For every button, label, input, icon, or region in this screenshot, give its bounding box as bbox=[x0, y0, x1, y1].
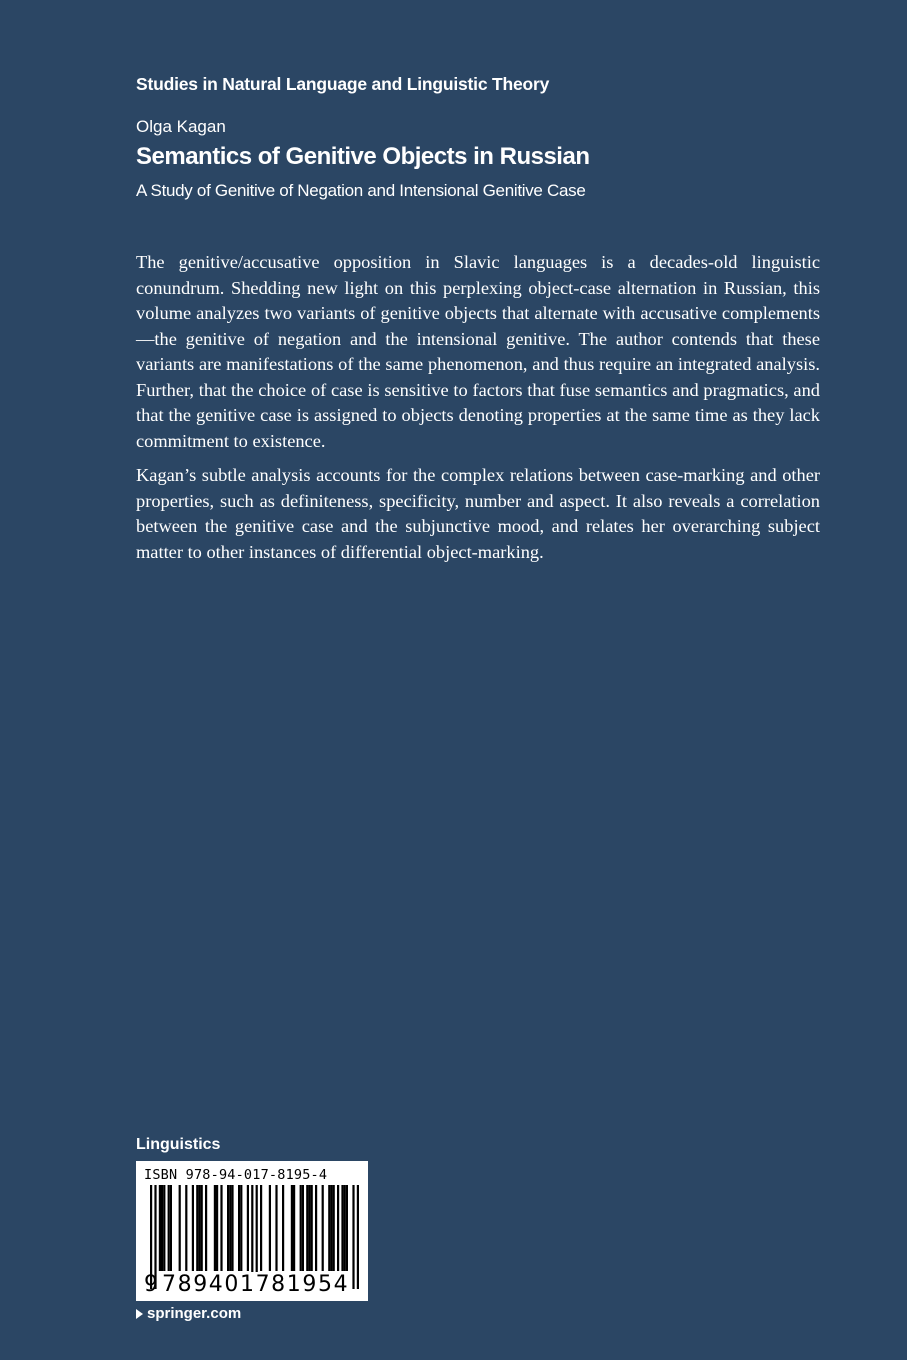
barcode-bar bbox=[198, 1185, 200, 1271]
barcode-bar bbox=[170, 1185, 172, 1271]
barcode-bar bbox=[341, 1185, 343, 1271]
barcode-bar bbox=[220, 1185, 222, 1271]
barcode-bar bbox=[260, 1185, 262, 1271]
publisher-link-label: springer.com bbox=[147, 1305, 242, 1322]
book-subtitle: A Study of Genitive of Negation and Intensional Genitive Case bbox=[136, 181, 586, 200]
isbn-label: ISBN 978-94-017-8195-4 bbox=[144, 1167, 328, 1183]
barcode-bar bbox=[269, 1185, 271, 1271]
barcode-bar bbox=[311, 1185, 313, 1271]
barcode-bar bbox=[192, 1185, 194, 1271]
barcode-bar bbox=[247, 1185, 249, 1271]
barcode-bar bbox=[275, 1185, 277, 1271]
barcode-bar bbox=[238, 1185, 240, 1271]
barcode-bar bbox=[357, 1185, 359, 1289]
ean-first-digit: 9 bbox=[144, 1272, 158, 1297]
isbn-barcode bbox=[136, 1161, 368, 1301]
barcode-bar bbox=[352, 1185, 354, 1289]
barcode-bar bbox=[179, 1185, 181, 1271]
barcode-bar bbox=[163, 1185, 165, 1271]
barcode-bar bbox=[330, 1185, 332, 1271]
barcode-bar bbox=[282, 1185, 284, 1271]
barcode-bar bbox=[293, 1185, 295, 1271]
barcode-bar bbox=[322, 1185, 324, 1271]
barcode-bar bbox=[300, 1185, 302, 1271]
barcode-bar bbox=[185, 1185, 187, 1271]
barcode-bar bbox=[308, 1185, 310, 1271]
barcode-bar bbox=[333, 1185, 335, 1271]
barcode-bar bbox=[216, 1185, 218, 1271]
barcode-bar bbox=[205, 1185, 207, 1271]
category-label: Linguistics bbox=[136, 1136, 221, 1153]
barcode-bar bbox=[315, 1185, 317, 1271]
author-name: Olga Kagan bbox=[136, 117, 226, 136]
arrow-right-icon bbox=[136, 1309, 143, 1319]
barcode-bar bbox=[229, 1185, 231, 1271]
barcode-bar bbox=[159, 1185, 161, 1271]
barcode-bar bbox=[306, 1185, 308, 1271]
barcode-bar bbox=[196, 1185, 198, 1271]
barcode-bar bbox=[346, 1185, 348, 1271]
series-title: Studies in Natural Language and Linguistic Theory bbox=[136, 74, 550, 94]
barcode-bar bbox=[291, 1185, 293, 1271]
barcode-bar bbox=[214, 1185, 216, 1271]
blurb-paragraph: Kagan’s subtle analysis accounts for the complex relations between case-marking and other properties, such as definiteness, specificity, number and aspect. It also reveals a correlation between the genitive case and the subjunctive mood, and relates her overarching subject matter to other instances of differential object-marking. bbox=[136, 465, 820, 562]
barcode-bar bbox=[161, 1185, 163, 1271]
book-title: Semantics of Genitive Objects in Russian bbox=[136, 143, 590, 170]
blurb-paragraph: The genitive/accusative opposition in Slavic languages is a decades-old linguistic conundrum. Shedding new light on this perplexing object-case alternation in Russian, this volume analyzes two variants of genitive objects that alternate with accusative complements—the genitive of negation and the intensional genitive. The author contends that these variants are manifestations of the same phenomenon, and thus require an integrated analysis. Further, that the choice of case is sensitive to factors that fuse semantics and pragmatics, and that the genitive case is assigned to objects denoting properties at the same time as they lack commitment to existence. bbox=[136, 252, 820, 451]
barcode-bar bbox=[302, 1185, 304, 1271]
ean-rest-digits: 789401781954 bbox=[162, 1272, 350, 1297]
barcode-bar bbox=[227, 1185, 229, 1271]
blurb bbox=[136, 250, 820, 574]
barcode-bar bbox=[168, 1185, 170, 1271]
barcode-bar bbox=[328, 1185, 330, 1271]
publisher-link[interactable] bbox=[136, 1305, 241, 1322]
barcode-bar bbox=[240, 1185, 242, 1271]
barcode-bar bbox=[337, 1185, 339, 1271]
barcode-bar bbox=[201, 1185, 203, 1271]
barcode-bar bbox=[344, 1185, 346, 1271]
barcode-bar bbox=[231, 1185, 233, 1271]
